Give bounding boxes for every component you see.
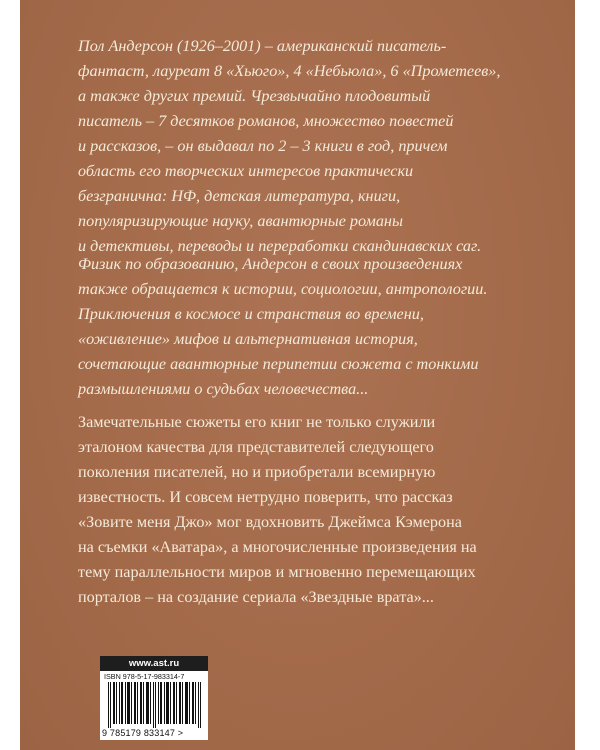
text-line: поколения писателей, но и приобретали всемирную bbox=[78, 463, 436, 481]
text-line: также обращается к истории, социологии, антропологии. bbox=[78, 280, 488, 298]
legacy-paragraph bbox=[78, 410, 548, 610]
text-line: популяризирующие науку, авантюрные романы bbox=[78, 212, 403, 230]
text-line: Физик по образованию, Андерсон в своих произведениях bbox=[78, 255, 463, 273]
text-line: а также других премий. Чрезвычайно плодовитый bbox=[78, 87, 431, 105]
text-line: размышлениями о судьбах человечества... bbox=[78, 380, 369, 398]
text-line: тему параллельности миров и мгновенно перемещающих bbox=[78, 563, 476, 581]
text-line: известность. И совсем нетрудно поверить, что рассказ bbox=[78, 488, 453, 506]
text-line: фантаст, лауреат 8 «Хьюго», 4 «Небьюла», 6 «Прометеев», bbox=[78, 62, 501, 80]
back-cover bbox=[20, 0, 575, 750]
text-line: область его творческих интересов практически bbox=[78, 162, 414, 180]
text-line: Приключения в космосе и странствия во времени, bbox=[78, 305, 424, 323]
text-line: безгранична: НФ, детская литература, книги, bbox=[78, 187, 401, 205]
barcode-icon bbox=[108, 682, 204, 728]
text-line: «оживление» мифов и альтернативная история, bbox=[78, 330, 418, 348]
text-line: сочетающие авантюрные перипетии сюжета с тонкими bbox=[78, 355, 479, 373]
author-themes-paragraph bbox=[78, 252, 548, 402]
text-line: «Зовите меня Джо» мог вдохновить Джеймса Кэмерона bbox=[78, 513, 462, 531]
text-line: и детективы, переводы и переработки скандинавских саг. bbox=[78, 237, 482, 255]
text-line: эталоном качества для представителей следующего bbox=[78, 438, 434, 456]
text-line: писатель – 7 десятков романов, множество повестей bbox=[78, 112, 454, 130]
isbn-label: ISBN 978-5-17-983314-7 bbox=[104, 672, 185, 681]
text-line: Пол Андерсон (1926–2001) – американский писатель- bbox=[78, 37, 447, 55]
text-line: Замечательные сюжеты его книг не только служили bbox=[78, 413, 436, 431]
publisher-url: www.ast.ru bbox=[100, 656, 208, 671]
text-line: на съемки «Аватара», а многочисленные произведения на bbox=[78, 538, 477, 556]
author-bio-paragraph bbox=[78, 34, 548, 259]
barcode-digits: 9 785179 833147 > bbox=[102, 728, 184, 738]
text-line: порталов – на создание сериала «Звездные врата»... bbox=[78, 588, 434, 606]
barcode-block bbox=[100, 656, 208, 740]
text-line: и рассказов, – он выдавал по 2 – 3 книги в год, причем bbox=[78, 137, 448, 155]
